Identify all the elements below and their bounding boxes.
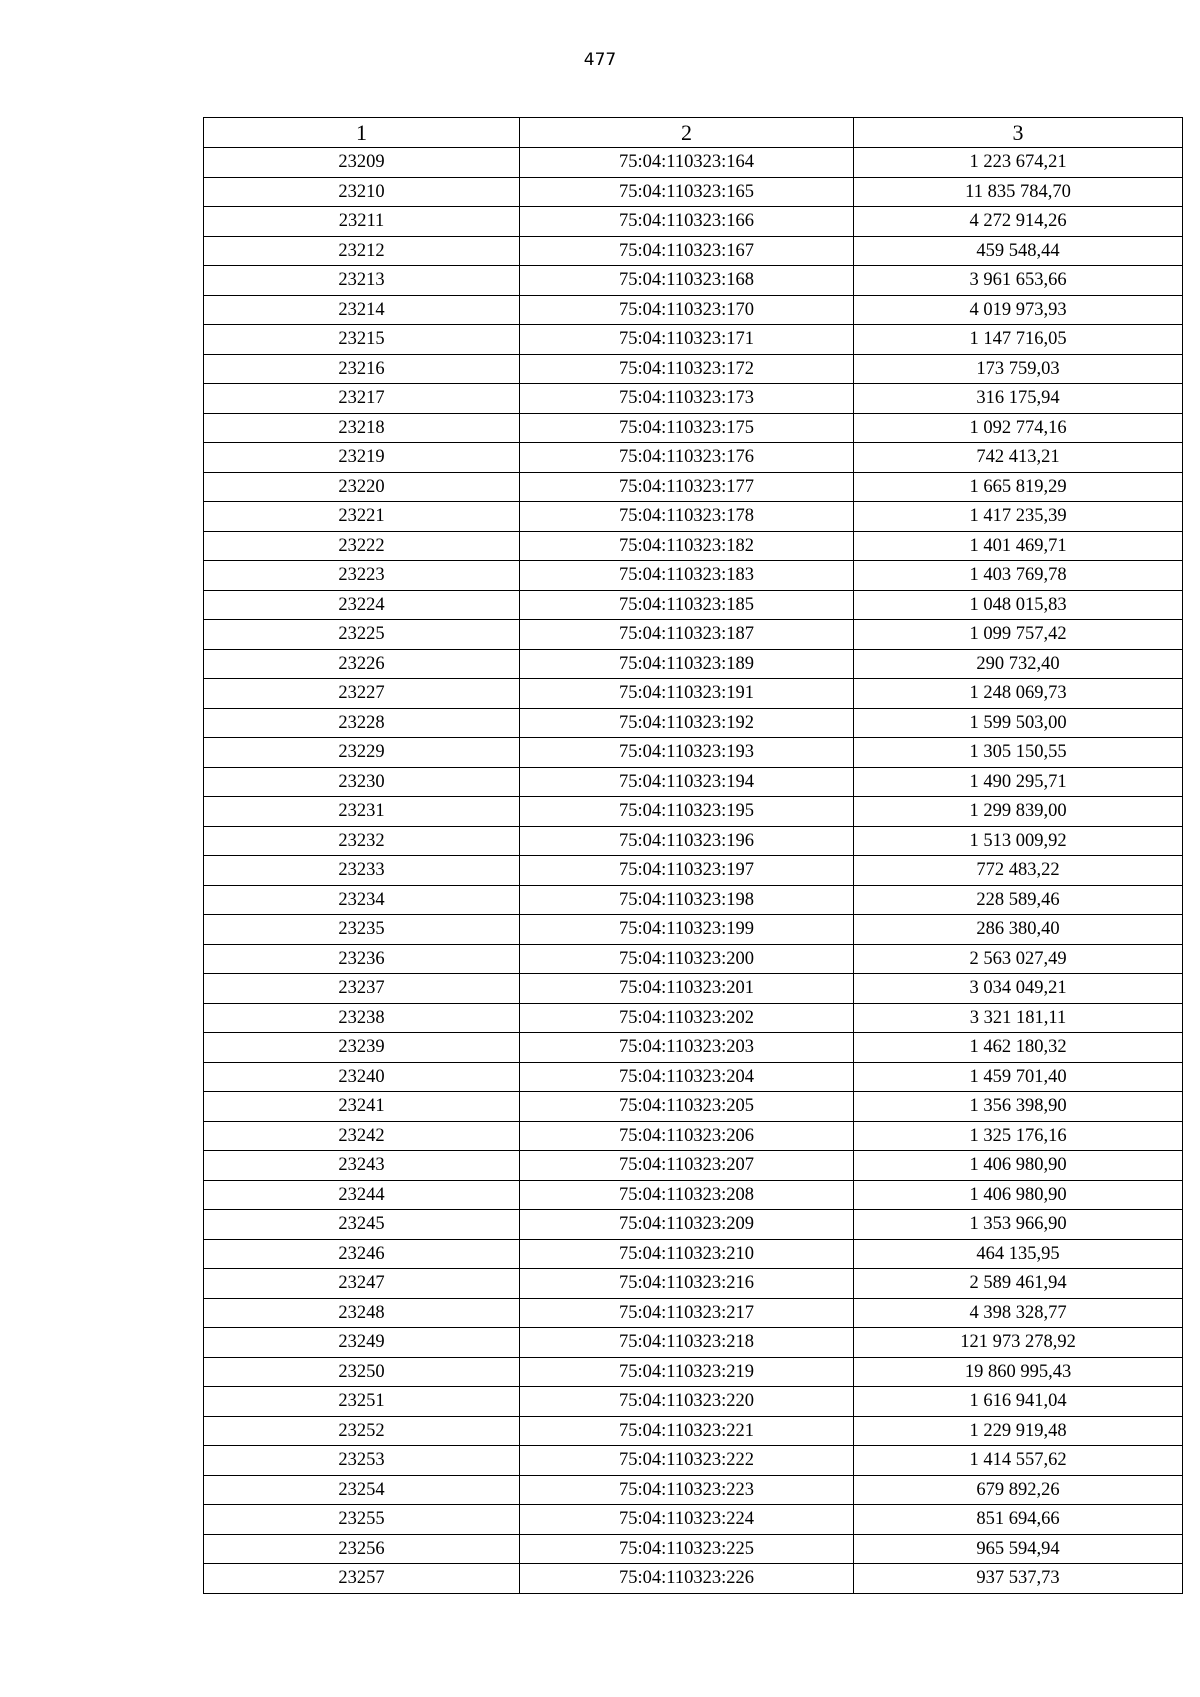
row-number-cell: 23239 [204, 1033, 520, 1063]
value-cell: 1 299 839,00 [854, 797, 1183, 827]
row-number-cell: 23226 [204, 649, 520, 679]
row-number-cell: 23245 [204, 1210, 520, 1240]
row-number-cell: 23216 [204, 354, 520, 384]
cadastral-number-cell: 75:04:110323:166 [520, 207, 854, 237]
cadastral-number-cell: 75:04:110323:168 [520, 266, 854, 296]
table-header [204, 118, 1183, 148]
cadastral-number-cell: 75:04:110323:171 [520, 325, 854, 355]
table-row [204, 1239, 1183, 1269]
value-cell: 1 248 069,73 [854, 679, 1183, 709]
cadastral-number-cell: 75:04:110323:225 [520, 1534, 854, 1564]
value-cell: 1 462 180,32 [854, 1033, 1183, 1063]
value-cell: 1 599 503,00 [854, 708, 1183, 738]
value-cell: 679 892,26 [854, 1475, 1183, 1505]
table-row [204, 620, 1183, 650]
cadastral-number-cell: 75:04:110323:208 [520, 1180, 854, 1210]
table-row [204, 738, 1183, 768]
cadastral-number-cell: 75:04:110323:172 [520, 354, 854, 384]
column-header-cadastral: 2 [520, 118, 854, 148]
row-number-cell: 23255 [204, 1505, 520, 1535]
row-number-cell: 23230 [204, 767, 520, 797]
row-number-cell: 23252 [204, 1416, 520, 1446]
cadastral-number-cell: 75:04:110323:167 [520, 236, 854, 266]
row-number-cell: 23248 [204, 1298, 520, 1328]
table-row [204, 826, 1183, 856]
value-cell: 4 398 328,77 [854, 1298, 1183, 1328]
cadastral-number-cell: 75:04:110323:221 [520, 1416, 854, 1446]
table-row [204, 561, 1183, 591]
header-row [204, 118, 1183, 148]
table-row [204, 1298, 1183, 1328]
row-number-cell: 23231 [204, 797, 520, 827]
row-number-cell: 23242 [204, 1121, 520, 1151]
row-number-cell: 23209 [204, 148, 520, 178]
table-row [204, 295, 1183, 325]
cadastral-number-cell: 75:04:110323:202 [520, 1003, 854, 1033]
value-cell: 965 594,94 [854, 1534, 1183, 1564]
value-cell: 4 272 914,26 [854, 207, 1183, 237]
cadastral-number-cell: 75:04:110323:170 [520, 295, 854, 325]
value-cell: 286 380,40 [854, 915, 1183, 945]
cadastral-number-cell: 75:04:110323:200 [520, 944, 854, 974]
table-row [204, 266, 1183, 296]
table-row [204, 1357, 1183, 1387]
table-row [204, 1416, 1183, 1446]
row-number-cell: 23246 [204, 1239, 520, 1269]
row-number-cell: 23219 [204, 443, 520, 473]
cadastral-number-cell: 75:04:110323:219 [520, 1357, 854, 1387]
row-number-cell: 23221 [204, 502, 520, 532]
value-cell: 459 548,44 [854, 236, 1183, 266]
table-row [204, 1033, 1183, 1063]
row-number-cell: 23229 [204, 738, 520, 768]
cadastral-number-cell: 75:04:110323:216 [520, 1269, 854, 1299]
row-number-cell: 23247 [204, 1269, 520, 1299]
cadastral-number-cell: 75:04:110323:224 [520, 1505, 854, 1535]
cadastral-number-cell: 75:04:110323:165 [520, 177, 854, 207]
table-row [204, 207, 1183, 237]
table-row [204, 1475, 1183, 1505]
value-cell: 1 092 774,16 [854, 413, 1183, 443]
cadastral-number-cell: 75:04:110323:164 [520, 148, 854, 178]
value-cell: 11 835 784,70 [854, 177, 1183, 207]
value-cell: 1 353 966,90 [854, 1210, 1183, 1240]
row-number-cell: 23250 [204, 1357, 520, 1387]
value-cell: 1 665 819,29 [854, 472, 1183, 502]
table-row [204, 531, 1183, 561]
row-number-cell: 23215 [204, 325, 520, 355]
table-row [204, 944, 1183, 974]
cadastral-number-cell: 75:04:110323:185 [520, 590, 854, 620]
table-row [204, 472, 1183, 502]
cadastral-number-cell: 75:04:110323:223 [520, 1475, 854, 1505]
table-row [204, 1387, 1183, 1417]
cadastral-number-cell: 75:04:110323:198 [520, 885, 854, 915]
row-number-cell: 23244 [204, 1180, 520, 1210]
table-row [204, 797, 1183, 827]
cadastral-number-cell: 75:04:110323:209 [520, 1210, 854, 1240]
table-row [204, 1003, 1183, 1033]
page-number: 477 [583, 50, 617, 70]
cadastral-number-cell: 75:04:110323:220 [520, 1387, 854, 1417]
row-number-cell: 23212 [204, 236, 520, 266]
table-row [204, 1151, 1183, 1181]
column-header-number: 1 [204, 118, 520, 148]
value-cell: 1 305 150,55 [854, 738, 1183, 768]
cadastral-number-cell: 75:04:110323:192 [520, 708, 854, 738]
cadastral-number-cell: 75:04:110323:175 [520, 413, 854, 443]
cadastral-number-cell: 75:04:110323:218 [520, 1328, 854, 1358]
table-row [204, 236, 1183, 266]
table-row [204, 885, 1183, 915]
cadastral-number-cell: 75:04:110323:173 [520, 384, 854, 414]
row-number-cell: 23227 [204, 679, 520, 709]
table-row [204, 1505, 1183, 1535]
table-row [204, 856, 1183, 886]
row-number-cell: 23218 [204, 413, 520, 443]
value-cell: 2 589 461,94 [854, 1269, 1183, 1299]
cadastral-number-cell: 75:04:110323:176 [520, 443, 854, 473]
table-row [204, 1534, 1183, 1564]
value-cell: 464 135,95 [854, 1239, 1183, 1269]
value-cell: 937 537,73 [854, 1564, 1183, 1594]
value-cell: 742 413,21 [854, 443, 1183, 473]
row-number-cell: 23233 [204, 856, 520, 886]
table-row [204, 767, 1183, 797]
table-row [204, 1062, 1183, 1092]
value-cell: 1 414 557,62 [854, 1446, 1183, 1476]
row-number-cell: 23220 [204, 472, 520, 502]
value-cell: 1 616 941,04 [854, 1387, 1183, 1417]
value-cell: 173 759,03 [854, 354, 1183, 384]
cadastral-number-cell: 75:04:110323:203 [520, 1033, 854, 1063]
table-row [204, 1092, 1183, 1122]
value-cell: 1 401 469,71 [854, 531, 1183, 561]
row-number-cell: 23235 [204, 915, 520, 945]
cadastral-number-cell: 75:04:110323:177 [520, 472, 854, 502]
row-number-cell: 23254 [204, 1475, 520, 1505]
value-cell: 1 513 009,92 [854, 826, 1183, 856]
column-header-value: 3 [854, 118, 1183, 148]
table-row [204, 177, 1183, 207]
value-cell: 1 147 716,05 [854, 325, 1183, 355]
value-cell: 2 563 027,49 [854, 944, 1183, 974]
registry-table [203, 117, 1183, 1594]
row-number-cell: 23213 [204, 266, 520, 296]
table-row [204, 915, 1183, 945]
value-cell: 1 403 769,78 [854, 561, 1183, 591]
value-cell: 19 860 995,43 [854, 1357, 1183, 1387]
row-number-cell: 23225 [204, 620, 520, 650]
value-cell: 1 223 674,21 [854, 148, 1183, 178]
value-cell: 3 961 653,66 [854, 266, 1183, 296]
value-cell: 290 732,40 [854, 649, 1183, 679]
cadastral-number-cell: 75:04:110323:217 [520, 1298, 854, 1328]
value-cell: 228 589,46 [854, 885, 1183, 915]
row-number-cell: 23253 [204, 1446, 520, 1476]
row-number-cell: 23240 [204, 1062, 520, 1092]
table-row [204, 502, 1183, 532]
value-cell: 772 483,22 [854, 856, 1183, 886]
table-row [204, 354, 1183, 384]
value-cell: 1 459 701,40 [854, 1062, 1183, 1092]
cadastral-number-cell: 75:04:110323:196 [520, 826, 854, 856]
value-cell: 1 490 295,71 [854, 767, 1183, 797]
table-row [204, 325, 1183, 355]
row-number-cell: 23251 [204, 1387, 520, 1417]
table-row [204, 413, 1183, 443]
value-cell: 316 175,94 [854, 384, 1183, 414]
value-cell: 3 034 049,21 [854, 974, 1183, 1004]
table-row [204, 679, 1183, 709]
row-number-cell: 23214 [204, 295, 520, 325]
cadastral-number-cell: 75:04:110323:194 [520, 767, 854, 797]
cadastral-number-cell: 75:04:110323:199 [520, 915, 854, 945]
cadastral-number-cell: 75:04:110323:187 [520, 620, 854, 650]
table-row [204, 384, 1183, 414]
value-cell: 1 417 235,39 [854, 502, 1183, 532]
row-number-cell: 23249 [204, 1328, 520, 1358]
cadastral-number-cell: 75:04:110323:195 [520, 797, 854, 827]
table-row [204, 974, 1183, 1004]
value-cell: 1 048 015,83 [854, 590, 1183, 620]
row-number-cell: 23210 [204, 177, 520, 207]
cadastral-number-cell: 75:04:110323:183 [520, 561, 854, 591]
table-row [204, 1328, 1183, 1358]
row-number-cell: 23234 [204, 885, 520, 915]
table-row [204, 443, 1183, 473]
cadastral-number-cell: 75:04:110323:207 [520, 1151, 854, 1181]
row-number-cell: 23224 [204, 590, 520, 620]
table-row [204, 1210, 1183, 1240]
cadastral-number-cell: 75:04:110323:210 [520, 1239, 854, 1269]
row-number-cell: 23237 [204, 974, 520, 1004]
table-body [204, 148, 1183, 1594]
cadastral-number-cell: 75:04:110323:201 [520, 974, 854, 1004]
row-number-cell: 23238 [204, 1003, 520, 1033]
cadastral-number-cell: 75:04:110323:205 [520, 1092, 854, 1122]
cadastral-number-cell: 75:04:110323:189 [520, 649, 854, 679]
value-cell: 1 229 919,48 [854, 1416, 1183, 1446]
value-cell: 3 321 181,11 [854, 1003, 1183, 1033]
row-number-cell: 23217 [204, 384, 520, 414]
row-number-cell: 23241 [204, 1092, 520, 1122]
row-number-cell: 23232 [204, 826, 520, 856]
value-cell: 121 973 278,92 [854, 1328, 1183, 1358]
table-row [204, 1564, 1183, 1594]
value-cell: 1 356 398,90 [854, 1092, 1183, 1122]
table-row [204, 148, 1183, 178]
cadastral-number-cell: 75:04:110323:193 [520, 738, 854, 768]
value-cell: 1 406 980,90 [854, 1151, 1183, 1181]
value-cell: 1 406 980,90 [854, 1180, 1183, 1210]
cadastral-number-cell: 75:04:110323:191 [520, 679, 854, 709]
row-number-cell: 23257 [204, 1564, 520, 1594]
table-row [204, 649, 1183, 679]
row-number-cell: 23223 [204, 561, 520, 591]
table-row [204, 1269, 1183, 1299]
row-number-cell: 23243 [204, 1151, 520, 1181]
row-number-cell: 23256 [204, 1534, 520, 1564]
table-row [204, 708, 1183, 738]
cadastral-number-cell: 75:04:110323:197 [520, 856, 854, 886]
table-row [204, 590, 1183, 620]
table-row [204, 1121, 1183, 1151]
table-row [204, 1180, 1183, 1210]
value-cell: 4 019 973,93 [854, 295, 1183, 325]
cadastral-number-cell: 75:04:110323:178 [520, 502, 854, 532]
cadastral-number-cell: 75:04:110323:204 [520, 1062, 854, 1092]
table-row [204, 1446, 1183, 1476]
row-number-cell: 23211 [204, 207, 520, 237]
cadastral-number-cell: 75:04:110323:226 [520, 1564, 854, 1594]
cadastral-number-cell: 75:04:110323:222 [520, 1446, 854, 1476]
row-number-cell: 23222 [204, 531, 520, 561]
row-number-cell: 23228 [204, 708, 520, 738]
row-number-cell: 23236 [204, 944, 520, 974]
value-cell: 851 694,66 [854, 1505, 1183, 1535]
value-cell: 1 325 176,16 [854, 1121, 1183, 1151]
value-cell: 1 099 757,42 [854, 620, 1183, 650]
cadastral-number-cell: 75:04:110323:206 [520, 1121, 854, 1151]
cadastral-number-cell: 75:04:110323:182 [520, 531, 854, 561]
